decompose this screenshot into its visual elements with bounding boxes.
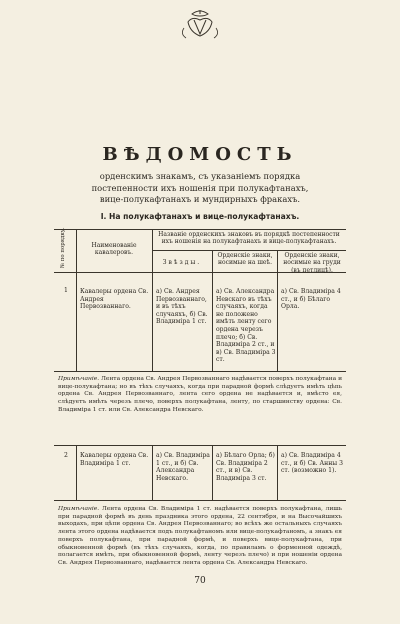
note-paragraph <box>58 376 342 415</box>
row-stars: а) Св. Андрея Первозваннаго, и въ тѣхъ случаяхъ, б) Св. Владиміра 1 ст. <box>156 288 208 326</box>
table-divider <box>76 445 77 500</box>
table-divider <box>76 229 77 371</box>
row-chest: а) Св. Владиміра 4 ст., и б) Св. Анны 3 ст. (возможно 1). <box>281 452 343 475</box>
row-number: 2 <box>64 452 68 459</box>
table-divider <box>152 445 153 500</box>
note-paragraph <box>58 506 342 568</box>
table-divider <box>277 250 278 371</box>
monogram-emblem-icon <box>178 8 222 42</box>
page-number: 70 <box>194 576 206 586</box>
row-cavaliers: Кавалеры ордена Св. Владиміра 1 ст. <box>80 452 149 467</box>
table-row1-bottom-rule <box>54 371 346 372</box>
col-cavaliers-header: Наименованіе кавалеровъ. <box>91 242 137 257</box>
table-divider <box>212 250 213 371</box>
table-subheader-rule <box>152 250 346 251</box>
row-cavaliers: Кавалеры ордена Св. Андрея Первозваннаго. <box>80 288 149 311</box>
table-top-rule <box>54 229 346 230</box>
table-row2-bottom-rule <box>54 500 346 501</box>
document-title: ВѢДОМОСТЬ <box>102 144 298 165</box>
note-label: Примѣчаніе. <box>58 506 100 512</box>
document-subtitle: орденскимъ знакамъ, съ указаніемъ порядка постепенности ихъ ношенія при полукафтанахъ, вице-полукафтанахъ и мундирныхъ фракахъ. <box>91 171 309 204</box>
section-heading: I. На полукафтанахъ и вице-полукафтанахъ. <box>100 212 300 221</box>
table-row2-top-rule <box>54 445 346 446</box>
row-neck: а) Св. Александра Невскаго въ тѣхъ случаяхъ, когда не положено имѣть ленту сего ордена черезъ плечо; б) Св. Владиміра 2 ст., и в) Св. Владиміра 3 ст. <box>216 288 276 364</box>
row-neck: а) Бѣлаго Орла; б) Св. Владиміра 2 ст., и в) Св. Владиміра 3 ст. <box>216 452 275 482</box>
table-divider <box>152 229 153 371</box>
table-divider <box>212 445 213 500</box>
col-number-header: № по порядку. <box>60 227 66 268</box>
col-group-header: Названіе орденскихъ знаковъ въ порядкѣ постепенности ихъ ношенія на полукафтанахъ и вице-полукафтанахъ. <box>158 231 340 246</box>
col-stars-header: Звѣзды. <box>162 259 202 266</box>
row-stars: а) Св. Владиміра 1 ст., и б) Св. Александра Невскаго. <box>156 452 210 482</box>
note-label: Примѣчаніе. <box>58 376 100 382</box>
table-divider <box>277 445 278 500</box>
note-text: Лента ордена Св. Владиміра 1 ст. надѣвается поверхъ полукафтана, лишь при парадной формѣ въ день праздника этого ордена, 22 сентября, и на Высочайшихъ выходахъ, при цѣпи ордена Св. Андрея Первозваннаго; во всѣхъ же остальныхъ случаяхъ лента этого ордена надѣвается подъ полукафтаномъ или вице-полукафтаномъ, а знакъ ея поверхъ полукафтана, при парадной формѣ, и поверхъ вице-полукафтана, при обыкновенной формѣ (въ тѣхъ случаяхъ, когда, по правиламъ о форменной одеждѣ, полагается имѣть, при обыкновенной формѣ, ленту черезъ плечо) и при ношеніи ордена Св. Андрея Первозваннаго, надѣвается лента ордена Св. Александра Невскаго. <box>58 506 342 566</box>
col-neck-header: Орденскіе знаки, носимые на шеѣ. <box>217 252 273 267</box>
row-chest: а) Св. Владиміра 4 ст., и б) Бѣлаго Орла. <box>281 288 341 311</box>
note-text: Лента ордена Св. Андрея Первозваннаго надѣвается поверхъ полукафтана и вице-полукафтана; но въ тѣхъ случаяхъ, когда при парадной формѣ слѣдуетъ имѣть цѣпь ордена Св. Андрея Первозваннаго, лента сего ордена не надѣвается и, вмѣсто ея, слѣдуетъ имѣть черезъ плечо, поверхъ полукафтана, ленту, по старшинству ордена: Св. Владиміра 1 ст. или Св. Александра Невскаго. <box>58 376 342 413</box>
row-number: 1 <box>64 287 68 294</box>
col-chest-header: Орденскіе знаки, носимые на груди (въ петлицѣ). <box>283 252 341 274</box>
